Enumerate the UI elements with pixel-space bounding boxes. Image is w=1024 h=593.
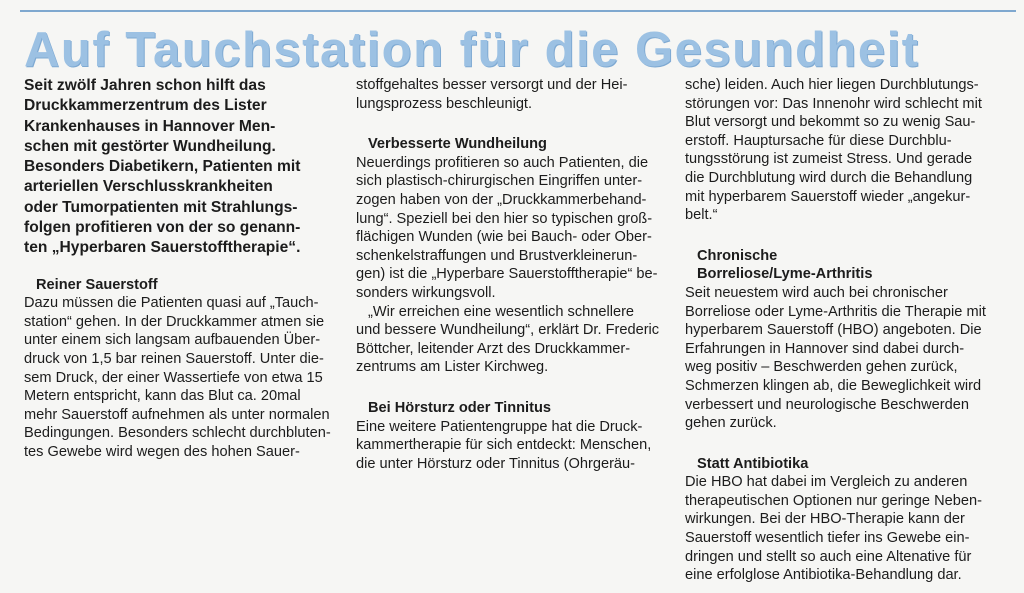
body-line: sonders wirkungsvoll. (356, 284, 496, 301)
body-line: Seit neuestem wird auch bei chronischer (685, 284, 948, 301)
body-line: sem Druck, der einer Wassertiefe von etwa 15 (24, 369, 323, 386)
body-line: unter einem sich langsam aufbauenden Über- (24, 332, 321, 349)
body-line: druck von 1,5 bar reinen Sauerstoff. Unter die- (24, 351, 324, 368)
section-heading-wundheilung: Verbesserte Wundheilung (368, 136, 547, 153)
body-line: tungsstörung ist zumeist Stress. Und gerade (685, 151, 973, 168)
body-line: Bedingungen. Besonders schlecht durchbluten- (24, 425, 331, 442)
body-line: tes Gewebe wird wegen des hohen Sauer- (24, 444, 300, 461)
body-line: sche) leiden. Auch hier liegen Durchblutungs- (685, 77, 979, 93)
body-paragraph (356, 76, 672, 113)
body-paragraph (685, 76, 1005, 225)
body-line: die Durchblutung wird durch die Behandlung (685, 169, 973, 186)
body-line: Eine weitere Patientengruppe hat die Druck- (356, 418, 643, 435)
top-rule (20, 10, 1016, 12)
body-line: lung“. Speziell bei den hier so typischen groß- (356, 210, 653, 227)
lead-paragraph (24, 76, 342, 259)
body-line: sich plastisch-chirurgischen Eingriffen unter- (356, 173, 643, 190)
body-line: erstoff. Hauptursache für diese Durchblu- (685, 132, 952, 149)
body-line: Metern entspricht, kann das Blut ca. 20mal (24, 388, 301, 405)
lead-line: Seit zwölf Jahren schon hilft das (24, 77, 266, 94)
body-paragraph (24, 294, 342, 461)
body-line: mit hyperbarem Sauerstoff wieder „angekur- (685, 188, 971, 205)
body-paragraph (356, 418, 672, 474)
body-line: Sauerstoff wesentlich tiefer ins Gewebe ein- (685, 530, 970, 547)
body-line: eine erfolglose Antibiotika-Behandlung dar. (685, 567, 962, 584)
body-line: lungsprozess beschleunigt. (356, 95, 533, 112)
body-line: und bessere Wundheilung“, erklärt Dr. Frederic (356, 322, 660, 339)
column-2 (356, 76, 672, 473)
body-paragraph (685, 473, 1005, 585)
heading-line: Borreliose/Lyme-Arthritis (697, 266, 873, 283)
body-line: mehr Sauerstoff aufnehmen als unter normalen (24, 406, 330, 423)
body-paragraph (356, 154, 672, 303)
body-line: Blut versorgt und bekommt so zu wenig Sau- (685, 114, 976, 131)
lead-line: folgen profitieren von der so genann- (24, 219, 301, 237)
lead-line: schen mit gestörter Wundheilung. (24, 137, 276, 155)
section-heading-borreliose (685, 247, 1005, 284)
section-heading-antibiotika: Statt Antibiotika (697, 455, 809, 472)
body-line: schenkelstraffungen und Brustverkleinerun- (356, 247, 638, 264)
body-line: Dazu müssen die Patienten quasi auf „Tauch- (24, 295, 319, 312)
body-line: wirkungen. Bei der HBO-Therapie kann der (685, 511, 965, 528)
lead-line: Krankenhauses in Hannover Men- (24, 117, 276, 135)
body-line: belt.“ (685, 207, 718, 224)
body-line: dringen und stellt so auch eine Altenative für (685, 548, 972, 565)
body-line: zogen haben von der „Druckkammerbehand- (356, 191, 647, 208)
quote-paragraph (356, 303, 672, 377)
body-line: gehen zurück. (685, 415, 777, 432)
column-1 (24, 76, 342, 462)
body-line: störungen vor: Das Innenohr wird schlecht mit (685, 95, 982, 112)
body-line: Schmerzen klingen ab, die Beweglichkeit wird (685, 377, 982, 394)
section-heading-reiner-sauerstoff: Reiner Sauerstoff (36, 276, 158, 293)
body-line: Erfahrungen in Hannover sind dabei durch- (685, 340, 965, 357)
body-line: die unter Hörsturz oder Tinnitus (Ohrgeräu- (356, 455, 636, 472)
headline: Auf Tauchstation für die Gesundheit (24, 23, 920, 77)
body-line: flächigen Wunden (wie bei Bauch- oder Ober- (356, 229, 652, 246)
body-line: hyperbarem Sauerstoff (HBO) angeboten. Die (685, 322, 982, 339)
column-3 (685, 76, 1005, 585)
body-line: zentrums am Lister Kirchweg. (356, 359, 549, 376)
body-line: station“ gehen. In der Druckkammer atmen sie (24, 313, 325, 330)
body-line: therapeutischen Optionen nur geringe Neben- (685, 492, 982, 509)
body-line: verbessert und neurologische Beschwerden (685, 396, 969, 413)
body-line: Neuerdings profitieren so auch Patienten, die (356, 154, 649, 171)
body-line: Böttcher, leitender Arzt des Druckkammer- (356, 340, 631, 357)
lead-line: Druckkammerzentrum des Lister (24, 97, 267, 115)
lead-line: arteriellen Verschlusskrankheiten (24, 178, 273, 196)
body-line: kammertherapie für sich entdeckt: Menschen, (356, 437, 652, 454)
lead-line: oder Tumorpatienten mit Strahlungs- (24, 198, 298, 216)
body-line: stoffgehaltes besser versorgt und der Hei- (356, 77, 628, 93)
body-line: Die HBO hat dabei im Vergleich zu anderen (685, 474, 968, 491)
body-paragraph (685, 284, 1005, 433)
body-line: „Wir erreichen eine wesentlich schnellere (368, 303, 635, 320)
body-line: gen) ist die „Hyperbare Sauerstofftherapie“ be- (356, 266, 658, 283)
heading-line: Chronische (697, 247, 778, 264)
body-line: Borreliose oder Lyme-Arthritis die Therapie mit (685, 303, 986, 320)
lead-line: ten „Hyperbaren Sauerstofftherapie“. (24, 239, 301, 257)
body-line: weg positiv – Beschwerden gehen zurück, (685, 359, 958, 376)
section-heading-hoersturz: Bei Hörsturz oder Tinnitus (368, 399, 551, 416)
lead-line: Besonders Diabetikern, Patienten mit (24, 158, 301, 176)
